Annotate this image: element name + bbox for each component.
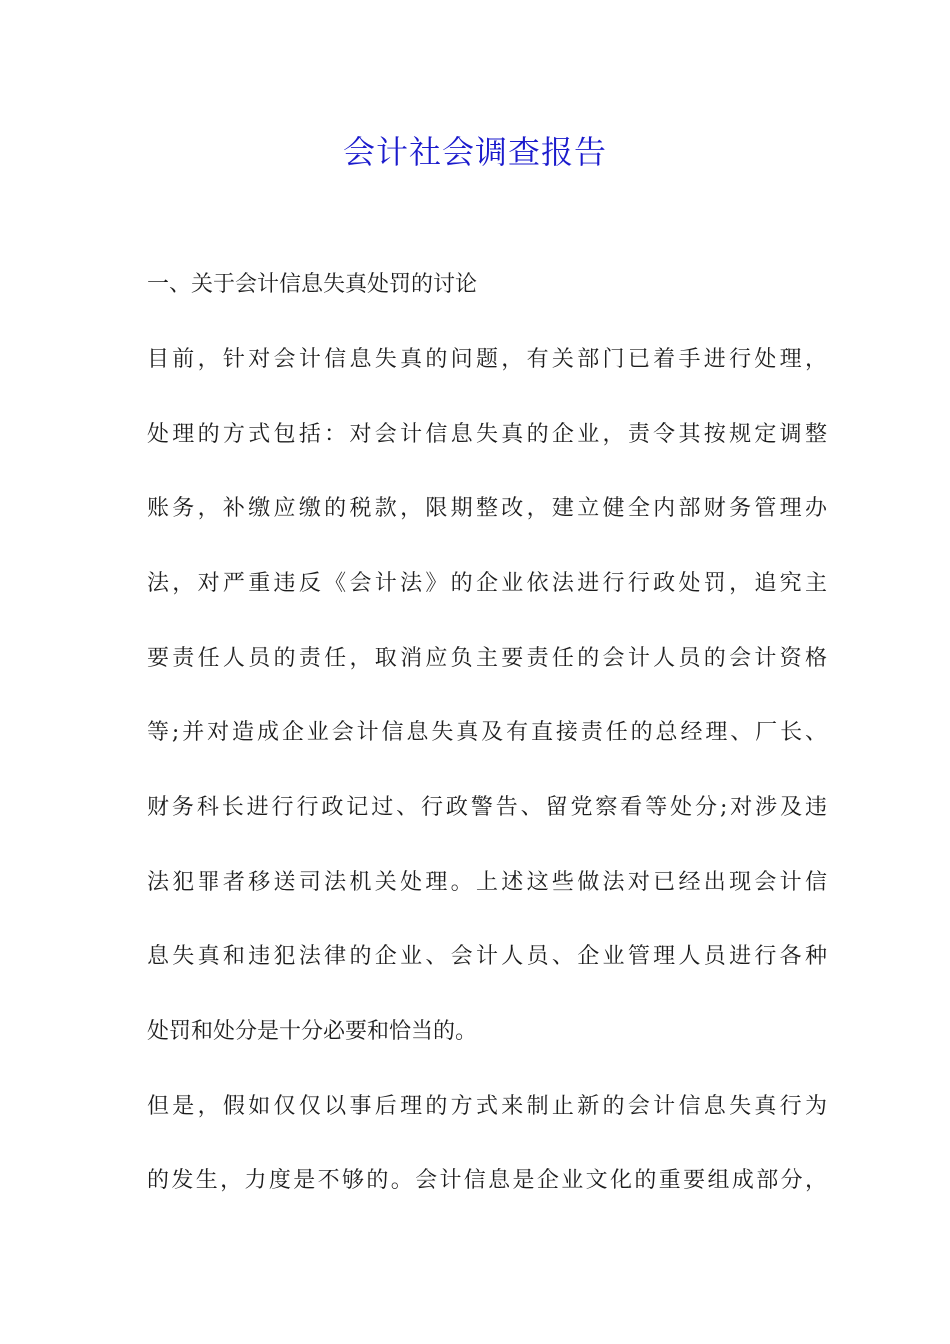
paragraph-1-line-10: 处罚和处分是十分必要和恰当的。: [147, 1019, 478, 1044]
paragraph-1-line-2: 处理的方式包括：对会计信息失真的企业，责令其按规定调整: [147, 422, 827, 447]
paragraph-1-line-5: 要责任人员的责任，取消应负主要责任的会计人员的会计资格: [147, 646, 827, 671]
document-title: 会计社会调查报告: [342, 133, 607, 171]
paragraph-1-line-3: 账务，补缴应缴的税款，限期整改，建立健全内部财务管理办: [147, 496, 827, 521]
section-heading: 一、关于会计信息失真处罚的讨论: [147, 272, 478, 297]
paragraph-2-line-2: 的发生，力度是不够的。会计信息是企业文化的重要组成部分，: [147, 1168, 827, 1193]
paragraph-2-line-1: 但是，假如仅仅以事后理的方式来制止新的会计信息失真行为: [147, 1094, 827, 1119]
paragraph-1-line-1: 目前，针对会计信息失真的问题，有关部门已着手进行处理，: [147, 347, 827, 372]
paragraph-1-line-8: 法犯罪者移送司法机关处理。上述这些做法对已经出现会计信: [147, 870, 827, 895]
paragraph-1-line-9: 息失真和违犯法律的企业、会计人员、企业管理人员进行各种: [147, 944, 827, 969]
paragraph-1-line-6: 等;并对造成企业会计信息失真及有直接责任的总经理、厂长、: [147, 720, 827, 745]
paragraph-1-line-7: 财务科长进行行政记过、行政警告、留党察看等处分;对涉及违: [147, 795, 827, 820]
paragraph-1-line-4: 法，对严重违反《会计法》的企业依法进行行政处罚，追究主: [147, 571, 827, 596]
